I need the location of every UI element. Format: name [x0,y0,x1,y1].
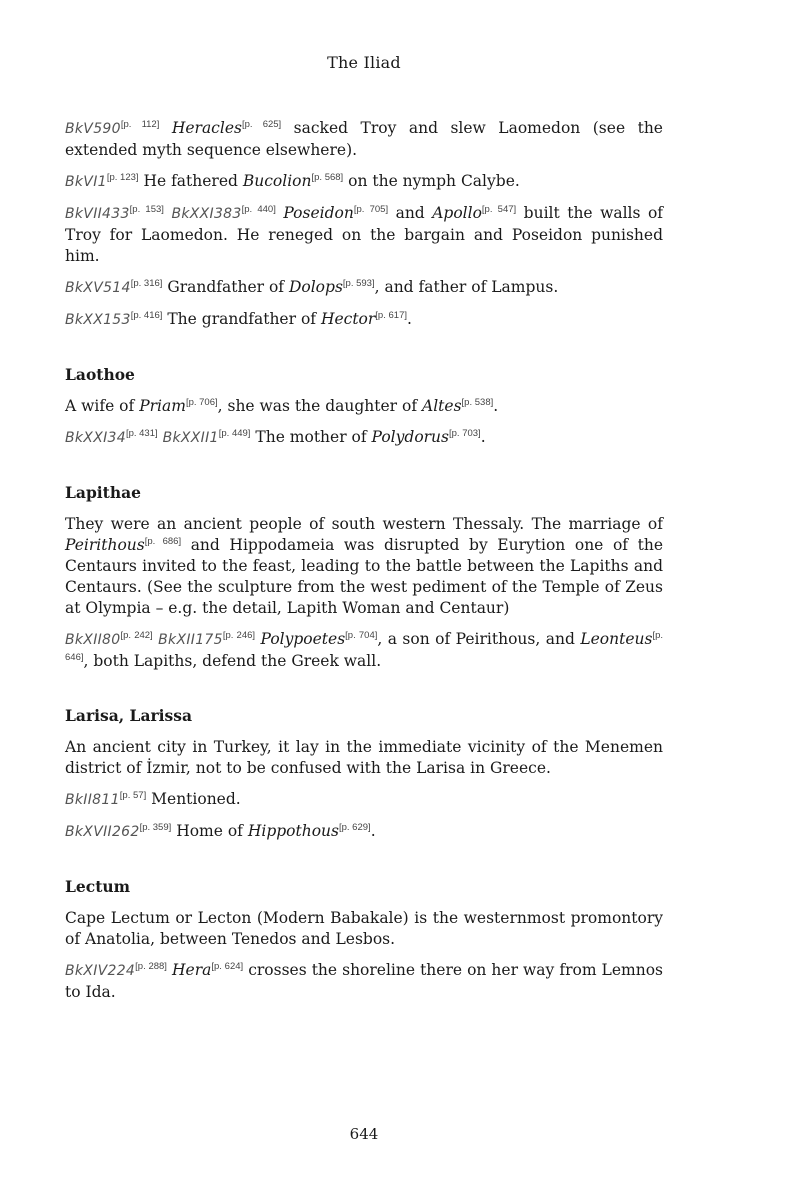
text-run: . [480,428,486,446]
text-run: A wife of [65,397,140,415]
book-reference: BkXX153 [65,312,131,328]
person-name: Dolops [288,278,343,296]
person-name: Altes [422,397,462,415]
page-reference: [p. 440] [241,203,276,215]
entry-paragraph [65,277,663,299]
entry-paragraph [65,821,663,843]
text-run: He fathered [138,172,243,190]
text-run: sacked Troy and slew Laomedon (see the extended myth sequence elsewhere). [65,119,663,159]
page-reference: [p. 704] [345,629,378,641]
running-header: The Iliad [327,53,401,72]
page-reference: [p. 316] [130,277,163,289]
text-run: . [407,310,412,328]
text-run: The grandfather of [162,310,321,328]
person-name: Hippothous [247,822,339,840]
person-name: Polydorus [371,428,449,446]
page-reference: [p. 703] [449,427,481,439]
text-run: , a son of Peirithous, and [377,630,581,648]
person-name: Peirithous [65,536,145,554]
book-reference: BkVI1 [65,174,107,190]
page-reference: [p. 686] [144,535,182,547]
book-reference: BkV590 [65,121,121,137]
page-reference: [p. 153] [129,203,164,215]
text-run: Home of [171,822,248,840]
entry-heading: Lapithae [65,483,142,502]
page-reference: [p. 246] [222,629,256,641]
book-reference: BkXIV224 [65,963,136,979]
entry-paragraph [65,908,663,950]
page-reference: [p. 242] [120,629,153,641]
entry-paragraph [65,309,663,331]
entry-paragraph [65,629,663,672]
entry-paragraph [65,514,663,619]
text-run: , she was the daughter of [217,397,423,415]
entry-paragraph [65,737,663,779]
page-content [65,118,663,1013]
text-run: Cape Lectum or Lecton (Modern Babakale) is the westernmost promontory of Anatolia, between Tenedos and Lesbos. [65,909,663,948]
page-reference: [p. 646] [65,629,663,663]
page-reference: [p. 112] [120,118,160,130]
entry-heading: Lectum [65,877,131,896]
person-name: Heracles [171,119,242,137]
page-reference: [p. 431] [125,427,158,439]
page-reference: [p. 624] [211,960,244,972]
person-name: Apollo [432,204,482,222]
page-reference: [p. 625] [241,118,282,130]
text-run: and Hippodameia was disrupted by Eurytion one of the Centaurs invited to the feast, leading to the battle between the Lapiths and Centaurs. (See the sculpture from the west pediment of the Temple of Zeus at Olympia – e.g. the detail, Lapith Woman and Centaur) [65,536,664,617]
text-run: crosses the shoreline there on her way from Lemnos to Ida. [65,961,663,1001]
text-run: They were an ancient people of south western Thessaly. The marriage of [65,515,663,533]
entry-heading: Larisa, Larissa [65,706,193,725]
page-reference: [p. 568] [311,171,344,183]
text-run: built the walls of Troy for Laomedon. He reneged on the bargain and Poseidon punished him. [65,204,664,265]
book-reference: BkXII175 [158,632,223,648]
page-reference: [p. 57] [119,789,147,801]
entry-paragraph [65,118,663,161]
text-run: , both Lapiths, defend the Greek wall. [83,652,382,670]
page-reference: [p. 593] [342,277,375,289]
person-name: Priam [139,397,186,415]
page-reference: [p. 706] [185,396,218,408]
page-reference: [p. 538] [461,396,494,408]
book-reference: BkXXII1 [162,430,219,446]
text-run: An ancient city in Turkey, it lay in the immediate vicinity of the Menemen district of İzmir, not to be confused with the Larisa in Greece. [65,738,663,777]
page-reference: [p. 288] [135,960,167,972]
text-run: Grandfather of [162,278,289,296]
book-reference: BkXV514 [65,280,131,296]
book-reference: BkXXI34 [65,430,126,446]
entry-paragraph [65,789,663,811]
page-reference: [p. 359] [139,821,172,833]
entry-paragraph [65,427,663,449]
page-number: 644 [349,1125,379,1143]
book-reference: BkXXI383 [171,206,242,222]
page-reference: [p. 629] [338,821,371,833]
person-name: Bucolion [242,172,312,190]
entry-paragraph [65,203,663,267]
page-reference: [p. 705] [353,203,389,215]
person-name: Polypoetes [260,630,346,648]
person-name: Hector [320,310,376,328]
text-run: The mother of [250,428,372,446]
text-run: on the nymph Calybe. [343,172,520,190]
entry-paragraph [65,960,663,1003]
page-reference: [p. 123] [106,171,139,183]
page-reference: [p. 547] [481,203,517,215]
book-reference: BkXII80 [65,632,121,648]
page-reference: [p. 617] [375,309,407,321]
text-run: . [370,822,376,840]
text-run: and [388,204,433,222]
book-reference: BkII811 [65,792,120,808]
text-run [159,119,171,137]
person-name: Poseidon [283,204,354,222]
book-reference: BkXVII262 [65,824,140,840]
text-run: Mentioned. [146,790,241,808]
page-reference: [p. 416] [130,309,163,321]
entry-paragraph [65,171,663,193]
person-name: Leonteus [580,630,653,648]
book-reference: BkVII433 [65,206,130,222]
text-run: , and father of Lampus. [374,278,559,296]
document-page [65,0,663,1200]
entry-heading: Laothoe [65,365,135,384]
text-run: . [493,397,499,415]
page-reference: [p. 449] [218,427,251,439]
person-name: Hera [172,961,212,979]
entry-paragraph [65,396,663,417]
